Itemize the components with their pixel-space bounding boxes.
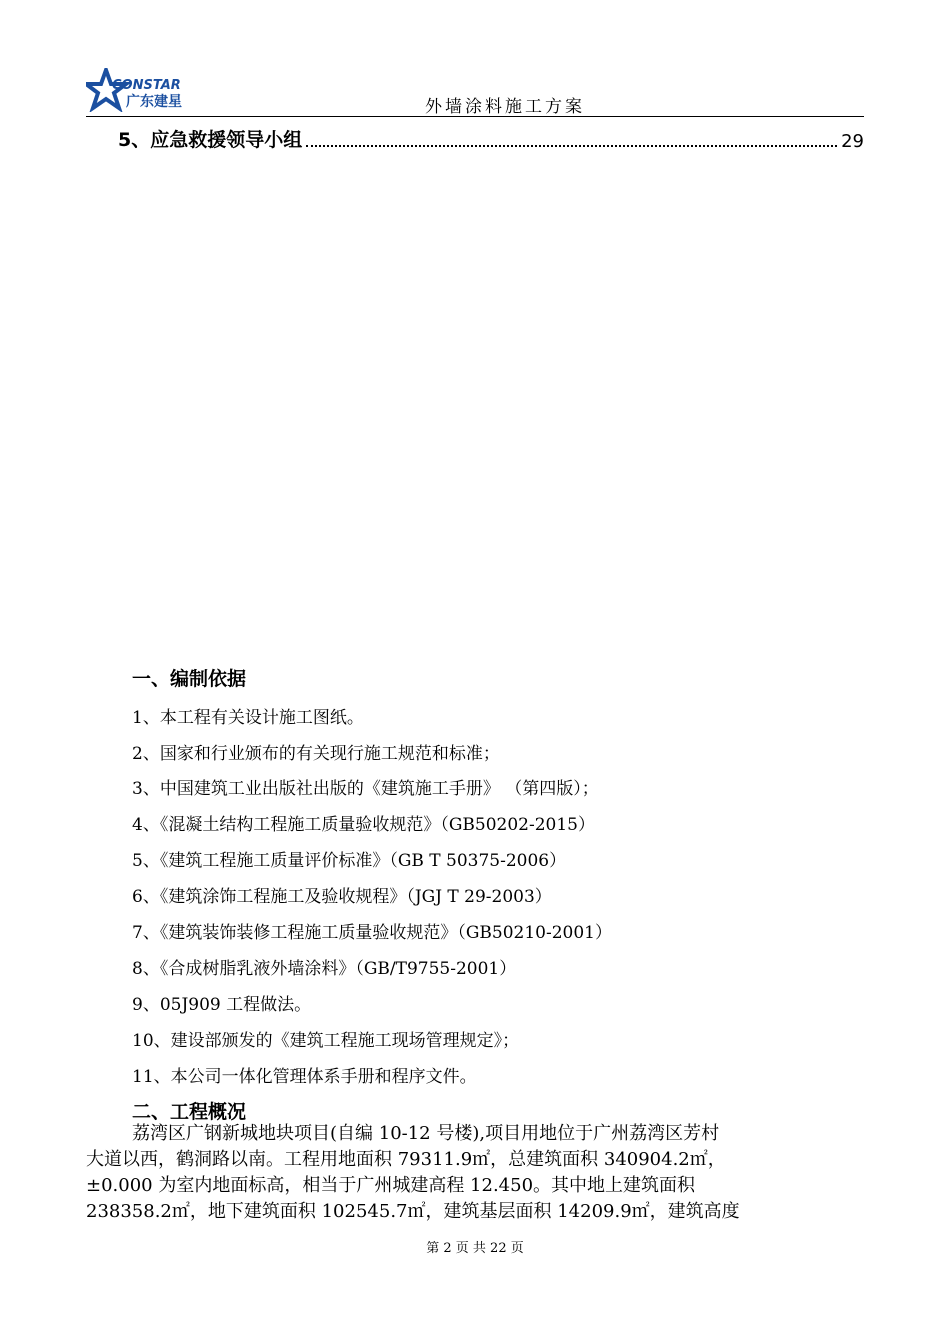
toc-entry-page: 29 — [841, 131, 864, 152]
toc-dot-leader — [306, 145, 837, 147]
page-number-footer: 第 2 页 共 22 页 — [426, 1241, 524, 1256]
basis-item: 5、《建筑工程施工质量评价标准》（GB T 50375-2006） — [132, 851, 567, 871]
basis-item: 9、05J909 工程做法。 — [132, 995, 312, 1015]
basis-item: 7、《建筑装饰装修工程施工质量验收规范》（GB50210-2001） — [132, 923, 612, 943]
basis-item: 4、《混凝土结构工程施工质量验收规范》（GB50202-2015） — [132, 815, 595, 835]
basis-item: 1、本工程有关设计施工图纸。 — [132, 708, 364, 728]
overview-line: ±0.000 为室内地面标高，相当于广州城建高程 12.450。其中地上建筑面积 — [86, 1175, 696, 1196]
constar-star-icon — [86, 68, 206, 112]
logo-text-cn: 广东建星 — [126, 94, 182, 110]
overview-line: 荔湾区广钢新城地块项目(自编 10-12 号楼),项目用地位于广州荔湾区芳村 — [132, 1123, 720, 1144]
toc-entry[interactable] — [118, 126, 864, 152]
header-divider — [86, 116, 864, 117]
section-heading-basis: 一、编制依据 — [132, 668, 247, 690]
document-header-title: 外墙涂料施工方案 — [425, 97, 585, 117]
overview-paragraph — [86, 1121, 864, 1225]
company-logo — [86, 68, 206, 112]
section-heading-overview: 二、工程概况 — [132, 1101, 247, 1123]
basis-item: 2、国家和行业颁布的有关现行施工规范和标准； — [132, 744, 500, 764]
logo-text-en: CONSTAR — [112, 78, 181, 93]
basis-item: 8、《合成树脂乳液外墙涂料》（GB/T9755-2001） — [132, 959, 517, 979]
basis-item: 6、《建筑涂饰工程施工及验收规程》（JGJ T 29-2003） — [132, 887, 552, 907]
basis-item: 10、建设部颁发的《建筑工程施工现场管理规定》； — [132, 1031, 520, 1051]
basis-item: 3、中国建筑工业出版社出版的《建筑施工手册》 （第四版）； — [132, 779, 599, 799]
overview-line: 大道以西，鹤洞路以南。工程用地面积 79311.9㎡，总建筑面积 340904.2㎡， — [86, 1149, 726, 1170]
basis-item: 11、本公司一体化管理体系手册和程序文件。 — [132, 1067, 477, 1087]
toc-entry-label: 5、应急救援领导小组 — [118, 129, 303, 151]
overview-line: 238358.2㎡，地下建筑面积 102545.7㎡，建筑基层面积 14209.9㎡，建筑高度 — [86, 1201, 740, 1222]
